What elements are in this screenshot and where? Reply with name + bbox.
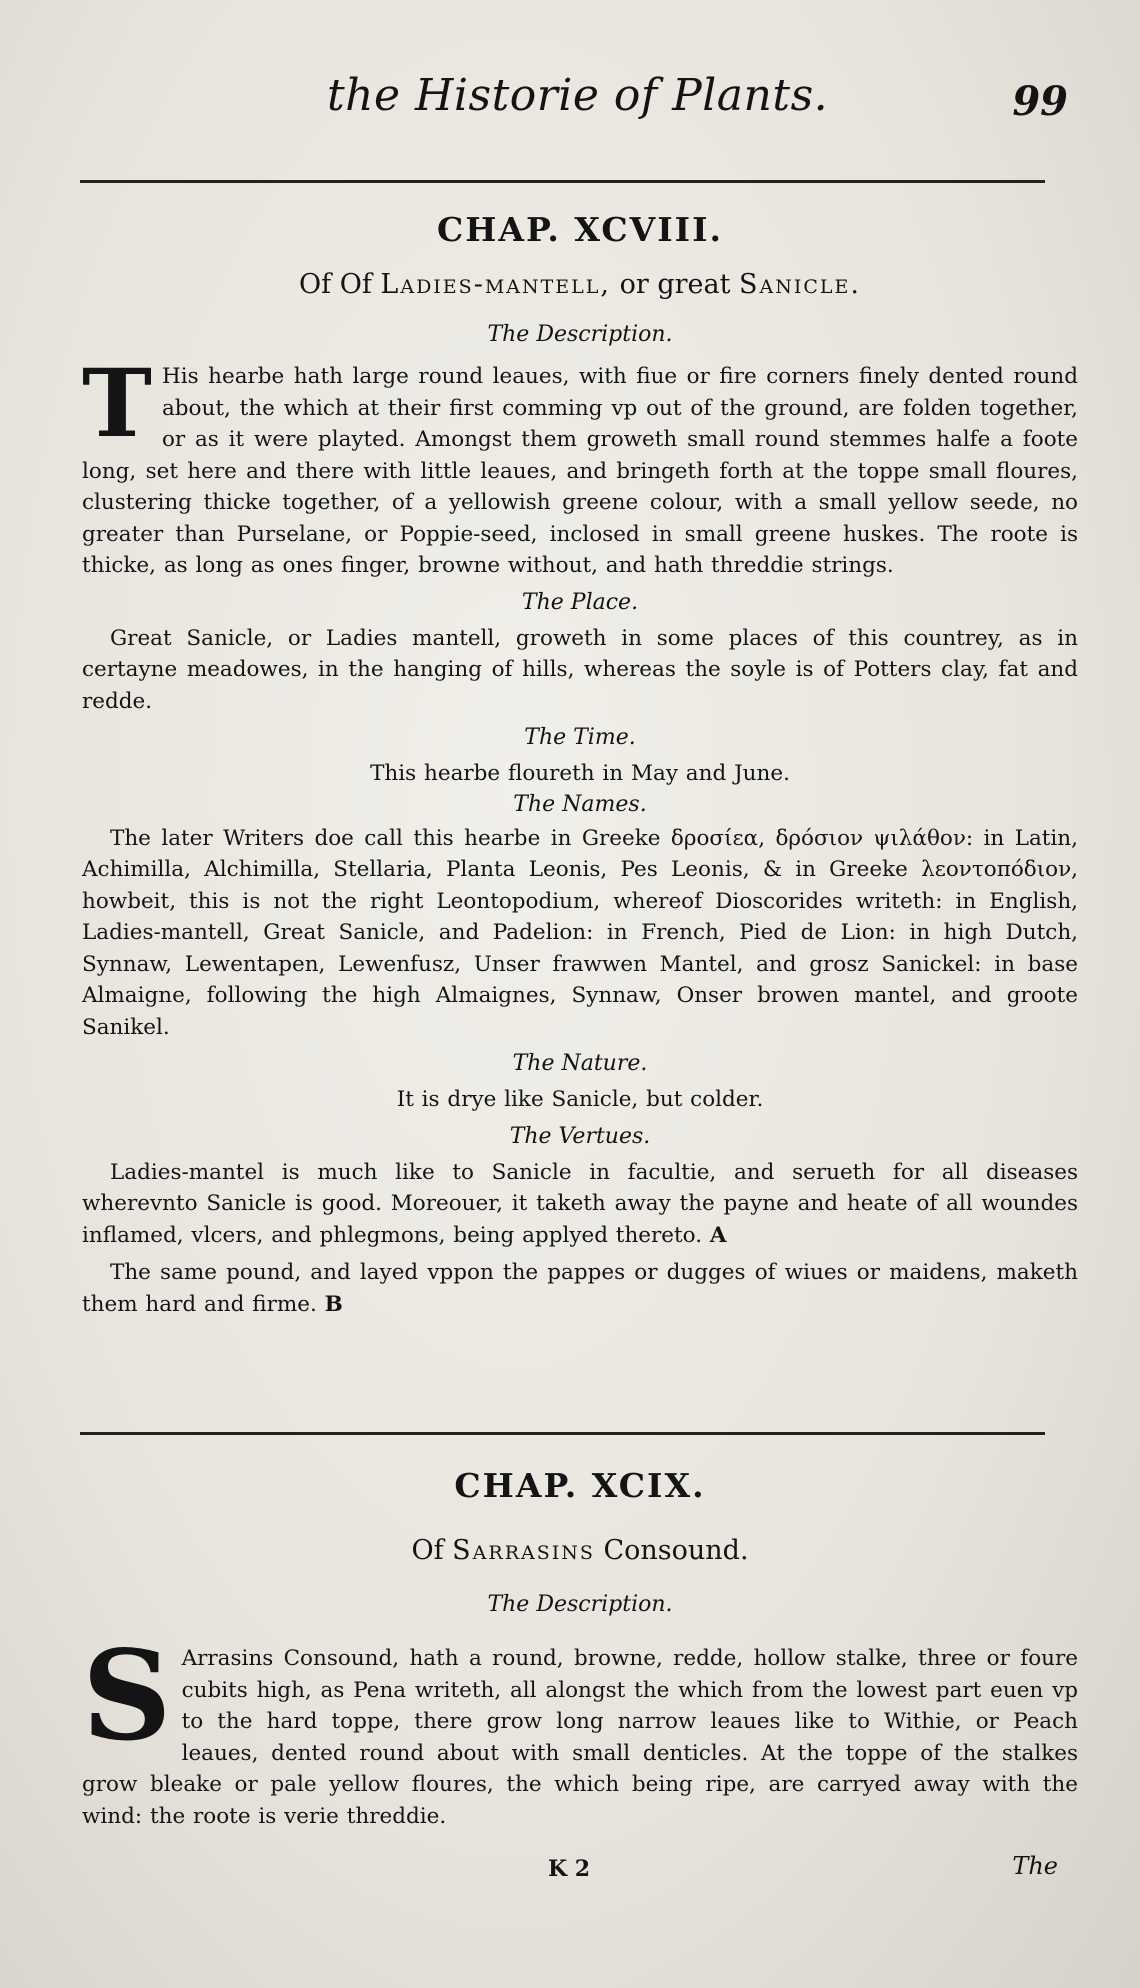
chapter-divider-rule [80, 1432, 1045, 1435]
vertues-text-a [82, 1157, 1078, 1252]
place-text: Great Sanicle, or Ladies mantell, groweth in some places of this countrey, as in certayne meadowes, in the hanging of hills, whereas the soyle is of Potters clay, fat and redde. [82, 625, 1078, 714]
chapter-title-prefix: Of [411, 1535, 444, 1566]
chapter-title-ladies-mantell: Ladies-mantell, [380, 269, 611, 300]
description-text [82, 1624, 1078, 1832]
vertues-b-body: The same pound, and layed vppon the pappes or dugges of wiues or maidens, maketh them hard and firme. [82, 1260, 1078, 1317]
top-rule [80, 180, 1045, 183]
description-text [82, 349, 1078, 582]
chapter-xcviii [82, 210, 1078, 1320]
chapter-number: CHAP. XCIX. [454, 1466, 706, 1505]
chapter-title [82, 1535, 1078, 1566]
drop-cap: T [82, 349, 152, 459]
chapter-xcix [82, 1466, 1078, 1832]
chapter-title-sarrasins: Sarrasins [452, 1535, 595, 1566]
running-head [82, 70, 1078, 130]
margin-letter-a: A [709, 1222, 727, 1248]
catchword: The [1012, 1852, 1058, 1880]
page-number: 99 [1012, 78, 1068, 125]
drop-cap: S [82, 1624, 172, 1769]
description-head: The Description. [487, 322, 673, 347]
chapter-title-sanicle: Sanicle. [739, 269, 862, 300]
description-body: His hearbe hath large round leaues, with fiue or fire corners finely dented round about, the which at their first comming vp out of the ground, are folden together, or as it were playted. Amongst them groweth small round stemmes halfe a foote long, set here and there with little leaues, and bringeth forth at the toppe small floures, clustering thicke together, of a yellowish greene colour, with a small yellow seede, no greater than Purselane, or Poppie-seed, inclosed in small greene huskes. The roote is thicke, as long as ones finger, browne without, and hath threddie strings. [82, 364, 1078, 578]
margin-letter-b: B [324, 1291, 343, 1317]
names-head: The Names. [513, 791, 647, 817]
chapter-number: CHAP. XCVIII. [436, 210, 724, 249]
names-text: The later Writers doe call this hearbe in Greeke δροσίεα, δρόσιον ψιλάθον: in Latin, Achimilla, Alchimilla, Stellaria, Planta Leonis, Pes Leonis, & in Greeke λεοντοπόδιον, howbeit, this is not the right Leontopodium, whereof Dioscorides writeth: in English, Ladies-mantell, Great Sanicle, and Padelion: in French, Pied de Lion: in high Dutch, Synnaw, Lewentapen, Lewenfusz, Unser frawwen Mantel, and grosz Sanickel: in base Almaigne, following the high Almaignes, Synnaw, Onser browen mantel, and groote Sanikel. [82, 825, 1078, 1040]
vertues-head: The Vertues. [509, 1123, 651, 1149]
vertues-text-b [82, 1257, 1078, 1320]
place-head: The Place. [521, 589, 639, 615]
vertues-a-body: Ladies-mantel is much like to Sanicle in facultie, and serueth for all diseases wherevnto Sanicle is good. Moreouer, it taketh away the payne and heate of all woundes inflamed, vlcers, and phlegmons, being applyed thereto. [82, 1159, 1078, 1248]
chapter-title-consound: Consound. [603, 1535, 749, 1566]
chapter-title-middle: or great [619, 269, 731, 300]
nature-text: It is drye like Sanicle, but colder. [396, 1087, 764, 1112]
description-head: The Description. [487, 1592, 673, 1617]
signature-mark: K 2 [548, 1856, 591, 1882]
time-text: This hearbe floureth in May and June. [370, 761, 790, 786]
description-body: Arrasins Consound, hath a round, browne, redde, hollow stalke, three or foure cubits high, as Pena writeth, all alongst the which from the lowest part euen vp to the hard toppe, there grow long narrow leaues like to Withie, or Peach leaues, dented round about with small denticles. At the toppe of the stalkes grow bleake or pale yellow floures, the which being ripe, are carryed away with the wind: the roote is verie threddie. [82, 1646, 1078, 1829]
nature-head: The Nature. [512, 1051, 648, 1076]
running-title: the Historie of Plants. [327, 70, 829, 121]
chapter-title [82, 269, 1078, 300]
time-head: The Time. [524, 725, 636, 750]
chapter-title-prefix: Of Of [298, 269, 372, 300]
